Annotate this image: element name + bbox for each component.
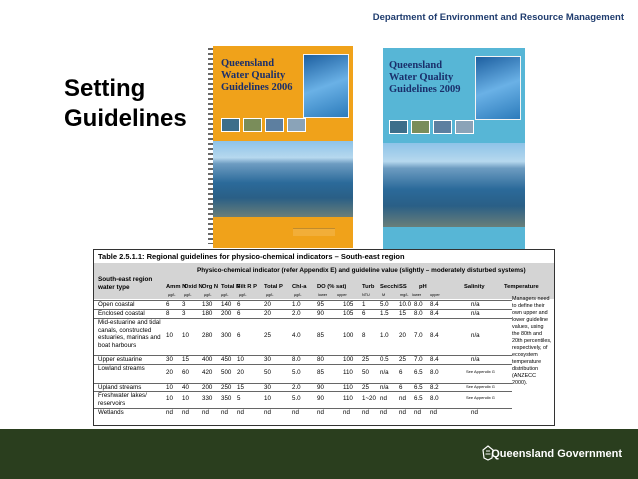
cover-2009-thumb-1 (389, 120, 408, 134)
cover-2009-inset-photo (475, 56, 521, 120)
table-cell: 85 (317, 332, 324, 339)
row-label: Upland streams (98, 384, 142, 391)
unit-label: µg/L (294, 293, 302, 297)
cover-2006-thumb-2 (243, 118, 262, 132)
table-cell: nd (430, 409, 437, 416)
table-cell: 105 (343, 310, 354, 317)
column-header: pH (419, 284, 427, 290)
table-cell: 6 (166, 301, 170, 308)
table-cell: n/a (471, 310, 480, 317)
table-cell: nd (202, 409, 209, 416)
table-cell: 15 (399, 310, 406, 317)
table-cell: 15 (182, 356, 189, 363)
cover-2006-thumb-1 (221, 118, 240, 132)
table-cell: 2.0 (292, 310, 301, 317)
cover-2006-thumb-3 (265, 118, 284, 132)
cover-2009-aerial-photo (383, 143, 525, 227)
table-cell: 420 (202, 369, 213, 376)
table-cell: 25 (264, 332, 271, 339)
table-cell: 10 (182, 332, 189, 339)
table-cell: 30 (264, 356, 271, 363)
table-cell: 400 (202, 356, 213, 363)
table-cell: 4.0 (292, 332, 301, 339)
table-cell: 10 (182, 395, 189, 402)
title-line-2: Guidelines (64, 105, 187, 132)
table-cell: 40 (182, 384, 189, 391)
table-cell: 8 (362, 332, 366, 339)
table-cell: 100 (343, 332, 354, 339)
table-cell: 50 (362, 369, 369, 376)
table-cell: 350 (221, 395, 232, 402)
table-cell: 140 (221, 301, 232, 308)
table-cell: 10 (264, 395, 271, 402)
row-label: Lowland streams (98, 365, 145, 372)
cover-2009-logo (469, 234, 511, 241)
table-cell: 300 (221, 332, 232, 339)
cover-2009-thumb-3 (433, 120, 452, 134)
column-header: Salinity (464, 284, 485, 290)
table-cell: 110 (343, 395, 353, 402)
row-label: Enclosed coastal (98, 310, 145, 317)
column-header: Filt R P (237, 284, 257, 290)
table-cell: 90 (317, 310, 324, 317)
table-cell: 15 (237, 384, 244, 391)
table-cell: nd (237, 409, 244, 416)
table-cell: 80 (317, 356, 324, 363)
table-cell: 20 (237, 369, 244, 376)
table-cell: 90 (317, 384, 324, 391)
table-cell: n/a (471, 356, 480, 363)
row-label: Upper estuarine (98, 356, 143, 363)
department-name: Department of Environment and Resource Management (372, 12, 624, 23)
cover-2006-title (221, 58, 311, 94)
table-cell: 280 (202, 332, 213, 339)
table-cell: 200 (202, 384, 213, 391)
table-cell: n/a (471, 301, 480, 308)
cover-2006-inset-photo (303, 54, 349, 118)
table-cell: 500 (221, 369, 232, 376)
cover-2006-logo (293, 228, 335, 236)
column-header: Oxid N (184, 284, 203, 290)
cover-2009 (383, 48, 525, 250)
table-cell: nd (471, 409, 478, 416)
table-cell: 200 (221, 310, 232, 317)
unit-label: µg/L (184, 293, 192, 297)
table-cell: 1.5 (380, 310, 389, 317)
table-caption: Table 2.5.1.1: Regional guidelines for physico-chemical indicators – South-east region (98, 252, 405, 261)
table-cell: 8 (166, 310, 170, 317)
column-header: Org N (202, 284, 219, 290)
table-cell: 95 (317, 301, 324, 308)
unit-label: mg/L (400, 293, 409, 297)
table-cell: 3 (182, 301, 186, 308)
unit-label: NTU (362, 293, 370, 297)
table-cell: 330 (202, 395, 213, 402)
table-cell: See Appendix G (466, 384, 495, 389)
cover-2006-aerial-photo (213, 141, 353, 217)
region-header-1: South-east region (98, 276, 153, 283)
row-label: Freshwater lakes/ reservoirs (98, 392, 147, 407)
table-cell: 20 (399, 332, 406, 339)
table-cell: 130 (202, 301, 213, 308)
table-cell: 1.0 (292, 301, 301, 308)
table-cell: 20 (264, 310, 271, 317)
queensland-government-brand: Queensland Government (491, 448, 622, 460)
table-cell: 8.0 (430, 369, 439, 376)
table-cell: 6.5 (414, 395, 423, 402)
table-cell: 5.0 (292, 395, 301, 402)
table-cell: 25 (399, 356, 406, 363)
table-cell: 10.0 (399, 301, 412, 308)
column-header: Amm N (166, 284, 187, 290)
cover-2009-thumb-4 (455, 120, 474, 134)
row-label: Wetlands (98, 409, 124, 416)
column-header: SS (399, 284, 407, 290)
row-label: Open coastal (98, 301, 135, 308)
unit-label: M (382, 293, 386, 297)
table-cell: nd (399, 395, 406, 402)
table-cell: 90 (317, 395, 324, 402)
table-cell: 105 (343, 301, 354, 308)
column-header: DO (% sat) (317, 284, 347, 290)
table-cell: 0.5 (380, 356, 389, 363)
column-header: Chl-a (292, 284, 307, 290)
table-cell: 7.0 (414, 332, 423, 339)
table-cell: nd (182, 409, 189, 416)
cover-2006-thumb-4 (287, 118, 306, 132)
table-cell: n/a (380, 369, 389, 376)
table-cell: 8.2 (430, 384, 439, 391)
table-cell: nd (343, 409, 350, 416)
table-cell: nd (264, 409, 271, 416)
cover-2009-title-line3: Guidelines 2009 (389, 84, 461, 95)
table-cell: 100 (343, 356, 354, 363)
table-cell: 6 (399, 384, 403, 391)
table-cell: See Appendix G (466, 395, 495, 400)
table-cell: 50 (264, 369, 271, 376)
table-cell: 2.0 (292, 384, 301, 391)
column-header: Temperature (504, 284, 539, 290)
table-cell: 6.5 (414, 369, 423, 376)
unit-label: µg/L (221, 293, 229, 297)
table-cell: 25 (362, 384, 369, 391)
unit-label: upper (430, 293, 440, 297)
table-cell: 6 (362, 310, 366, 317)
unit-label: µg/L (204, 293, 212, 297)
cover-2009-title-line2: Water Quality (389, 72, 454, 83)
cover-2009-title (389, 60, 479, 96)
table-cell: 6.5 (414, 384, 423, 391)
cover-2009-title-line1: Queensland (389, 60, 443, 71)
table-cell: 1 (362, 301, 366, 308)
unit-label: µg/L (168, 293, 176, 297)
table-cell: 10 (166, 384, 173, 391)
footer-bar (0, 429, 638, 479)
region-header-2: water type (98, 284, 130, 291)
table-cell: nd (399, 409, 406, 416)
table-cell: 10 (166, 332, 173, 339)
group-header: Physico-chemical indicator (refer Appendix E) and guideline value (slightly – moderately disturbed systems) (197, 267, 526, 274)
table-cell: 20 (166, 369, 173, 376)
table-cell: nd (317, 409, 324, 416)
column-header: Total N (221, 284, 241, 290)
table-cell: 8.4 (430, 310, 439, 317)
column-header: Secchi (380, 284, 399, 290)
row-label: Mid-estuarine and tidal canals, constructed estuaries, marinas and boat harbours (98, 319, 161, 349)
table-cell: 8.4 (430, 301, 439, 308)
table-cell: 110 (343, 369, 353, 376)
column-header: Turb (362, 284, 375, 290)
table-cell: 5.0 (380, 301, 389, 308)
table-cell: 60 (182, 369, 189, 376)
table-cell: 8.0 (430, 395, 439, 402)
table-cell: nd (166, 409, 173, 416)
column-header: Total P (264, 284, 283, 290)
table-cell: 5.0 (292, 369, 301, 376)
unit-label: µg/L (239, 293, 247, 297)
unit-label: µg/L (266, 293, 274, 297)
table-cell: 8.0 (414, 301, 423, 308)
table-cell: 180 (202, 310, 213, 317)
cover-2006-title-line3: Guidelines 2006 (221, 82, 293, 93)
table-cell: nd (362, 409, 369, 416)
cover-2006-title-line1: Queensland (221, 58, 275, 69)
table-cell: 110 (343, 384, 353, 391)
table-cell: 20 (264, 301, 271, 308)
table-cell: See Appendix G (466, 369, 495, 374)
table-cell: 6 (237, 301, 241, 308)
table-cell: nd (414, 409, 421, 416)
table-cell: nd (221, 409, 228, 416)
table-cell: 6 (237, 332, 241, 339)
unit-label: lower (318, 293, 328, 297)
table-cell: 6 (237, 310, 241, 317)
table-cell: n/a (380, 384, 389, 391)
cover-2006 (213, 46, 353, 248)
table-cell: nd (292, 409, 299, 416)
table-cell: 30 (264, 384, 271, 391)
table-cell: n/a (471, 332, 480, 339)
table-cell: 250 (221, 384, 232, 391)
table-cell: 30 (166, 356, 173, 363)
table-cell: 450 (221, 356, 232, 363)
table-cell: 8.4 (430, 332, 439, 339)
table-cell: 8.0 (414, 310, 423, 317)
table-cell: 3 (182, 310, 186, 317)
table-cell: 1.0 (380, 332, 389, 339)
table-cell: nd (380, 395, 387, 402)
table-cell: 7.0 (414, 356, 423, 363)
table-cell: 1~20 (362, 395, 376, 402)
table-cell: 25 (362, 356, 369, 363)
table-cell: 6 (399, 369, 403, 376)
table-cell: 10 (166, 395, 173, 402)
table-cell: 85 (317, 369, 324, 376)
table-cell: 8.0 (292, 356, 301, 363)
temperature-note: Managers need to define their own upper and lower guideline values, using the 80th and 20th percentiles, respectively, of ecosystem temperature distribution (ANZECC 2000). (512, 296, 552, 386)
title-line-1: Setting (64, 75, 146, 102)
unit-label: upper (337, 293, 347, 297)
cover-2009-thumb-2 (411, 120, 430, 134)
table-cell: 10 (237, 356, 244, 363)
table-cell: 5 (237, 395, 241, 402)
top-bar (0, 0, 638, 38)
guidelines-table (93, 249, 555, 426)
slide-title (64, 74, 187, 134)
table-cell: nd (380, 409, 387, 416)
cover-2006-title-line2: Water Quality (221, 70, 286, 81)
unit-label: lower (412, 293, 422, 297)
table-cell: 8.4 (430, 356, 439, 363)
